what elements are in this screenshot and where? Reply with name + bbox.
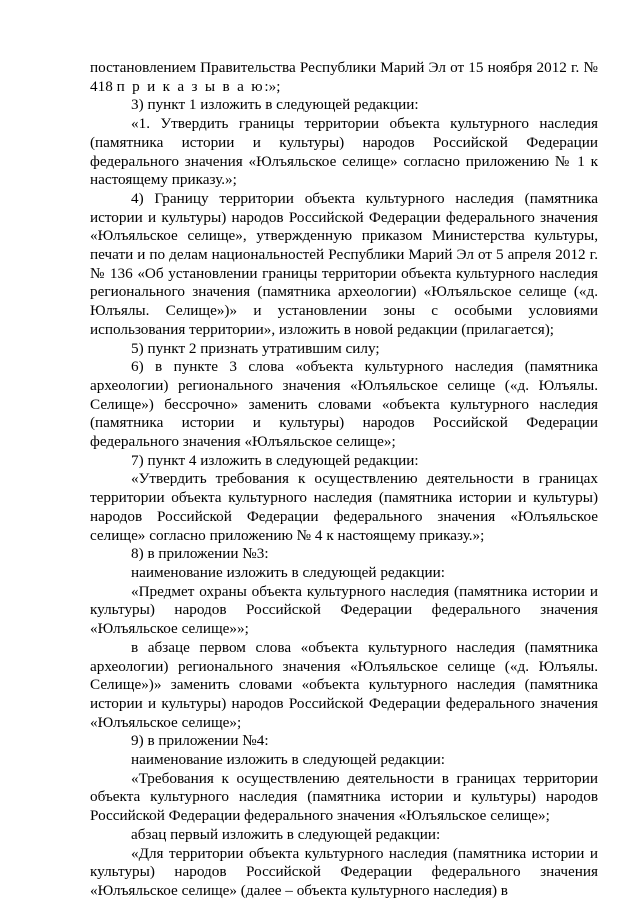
spaced-verb: п р и к а з ы в а ю	[116, 77, 265, 95]
paragraph-2: 3) пункт 1 изложить в следующей редакции:	[131, 96, 419, 114]
paragraph-15: «Требования к осуществлению деятельности в границах территории объекта культурного наследия (памятника истории и культуры) народов Российской Федерации федерального значения «Юлъяльское селище»;	[90, 769, 598, 825]
paragraph-9: 8) в приложении №3:	[131, 545, 269, 563]
paragraph-14: наименование изложить в следующей редакции:	[131, 751, 445, 769]
paragraph-11: «Предмет охраны объекта культурного наследия (памятника истории и культуры) народов Российской Федерации федерального значения «Юлъяльское селище»»;	[90, 582, 598, 638]
paragraph-4: 4) Границу территории объекта культурного наследия (памятника истории и культуры) народов Российской Федерации федерального значения «Юлъяльское селище», утвержденную приказом Министерства культуры, печати и по делам национальностей Республики Марий Эл от 5 апреля 2012 г. № 136 «Об установлении границы территории объекта культурного наследия регионального значения (памятника археологии) «Юлъяльское селище («д. Юлъялы. Селище»)» и установлении зоны с особыми условиями использования территории», изложить в новой редакции (прилагается);	[90, 189, 598, 338]
paragraph-7: 7) пункт 4 изложить в следующей редакции:	[131, 451, 419, 469]
paragraph-3: «1. Утвердить границы территории объекта культурного наследия (памятника истории и культуры) народов Российской Федерации федерального значения «Юлъяльское селище» согласно приложению № 1 к настоящему приказу.»;	[90, 115, 598, 189]
paragraph-16: абзац первый изложить в следующей редакции:	[131, 825, 441, 843]
paragraph-10: наименование изложить в следующей редакции:	[131, 563, 445, 581]
paragraph-text: постановлением Правительства Республики Марий Эл от 15 ноября 2012 г. № 418	[90, 59, 598, 95]
document-body	[90, 59, 598, 901]
paragraph-8: «Утвердить требования к осуществлению деятельности в границах территории объекта культурного наследия (памятника истории и культуры) народов Российской Федерации федерального значения «Юлъяльское селище» согласно приложению № 4 к настоящему приказу.»;	[90, 470, 598, 544]
paragraph-12: в абзаце первом слова «объекта культурного наследия (памятника археологии) регионального значения «Юлъяльское селище («д. Юлъялы. Селище»)» заменить словами «объекта культурного наследия (памятника истории и культуры) народов Российской Федерации федерального значения «Юлъяльское селище»;	[90, 638, 598, 731]
paragraph-6: 6) в пункте 3 слова «объекта культурного наследия (памятника археологии) регионального значения «Юлъяльское селище («д. Юлъялы. Селище») бессрочно» заменить словами «объекта культурного наследия (памятника истории и культуры) народов Российской Федерации федерального значения «Юлъяльское селище»;	[90, 358, 598, 451]
paragraph-13: 9) в приложении №4:	[131, 732, 269, 750]
paragraph-suffix: :»;	[264, 77, 281, 95]
paragraph-17: «Для территории объекта культурного наследия (памятника истории и культуры) народов Российской Федерации федерального значения «Юлъяльское селище» (далее – объекта культурного наследия) в	[90, 844, 598, 899]
paragraph-1	[90, 59, 598, 96]
paragraph-5: 5) пункт 2 признать утратившим силу;	[131, 339, 380, 357]
